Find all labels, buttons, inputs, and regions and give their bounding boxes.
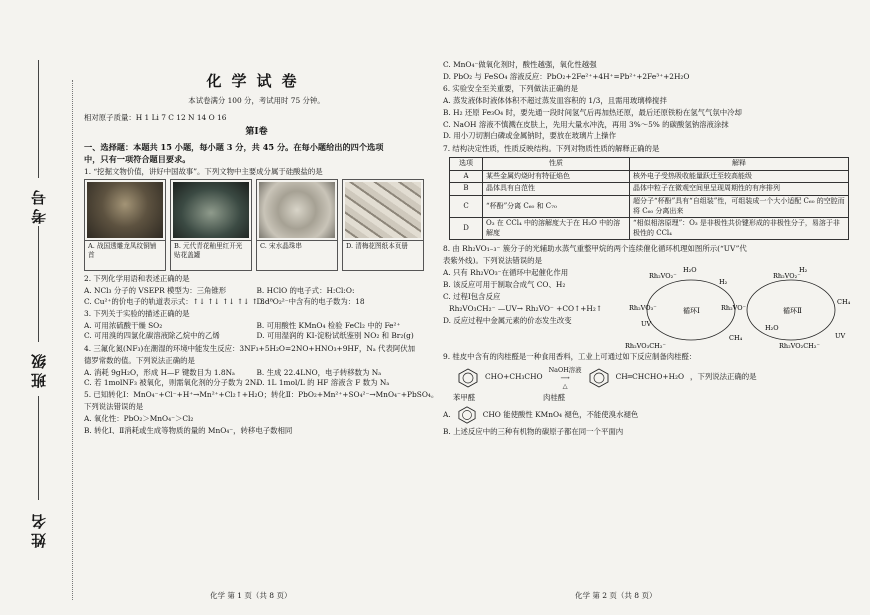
q8-option-a: A. 只有 Rh₂VO₃⁻在循环中起催化作用	[443, 268, 569, 278]
q4-options-1	[84, 368, 429, 378]
q5-option-a: A. 氧化性：PbO₂＞MnO₄⁻＞Cl₂	[84, 414, 194, 424]
q7-row-option: C	[450, 196, 483, 218]
q7-row-explanation: 晶体中粒子在微观空间里呈现周期性的有序排列	[630, 183, 849, 196]
q7-table-header	[450, 158, 849, 171]
q7-row-explanation: 核外电子受热吸收能量跃迁至较高能级	[630, 170, 849, 183]
part-title: 第Ⅰ卷	[245, 127, 268, 138]
q5-option-c: C. MnO₄⁻做氧化剂时，酸性越强，氧化性越强	[443, 60, 597, 69]
q2-option-a: A. NCl₃ 分子的 VSEPR 模型为：三角锥形	[84, 286, 227, 296]
label-h2-1: H₂	[719, 278, 728, 287]
porcelain-jar-photo	[173, 182, 249, 238]
section-heading: 一、选择题：本题共 15 小题，每小题 3 分，共 45 分。在每小题给出的四个选项	[84, 141, 384, 152]
q2-options-2	[84, 297, 429, 307]
species-rh2vo2ch2: Rh₂VO₂CH₂⁻	[779, 342, 820, 351]
table-row	[450, 196, 849, 218]
q1-image-a	[84, 179, 166, 271]
right-content	[443, 60, 861, 439]
q4-stem-2: 德罗常数的值。下列说法正确的是	[84, 355, 195, 365]
exam-intro: 本试卷满分 100 分，考试用时 75 分钟。	[188, 96, 325, 106]
q1-caption-b: B. 元代青花釉里红开光贴花盖罐	[171, 240, 251, 261]
q1-image-b	[170, 179, 252, 271]
exam-title: 化学试卷	[206, 72, 307, 90]
q5-stem-2: 下列说法错误的是	[84, 402, 144, 412]
class-line	[38, 226, 39, 342]
q7-row-option: A	[450, 170, 483, 183]
q1-caption-a: A. 战国透雕龙凤纹铜铺首	[85, 240, 165, 261]
q8-stem-2: 表紫外线)。下列说法错误的是	[443, 256, 542, 266]
q6-option-a: A. 蒸发液体时液体体积不超过蒸发皿容积的 1/3，且需用玻璃棒搅拌	[443, 95, 667, 105]
q7-stem: 7. 结构决定性质，性质反映结构。下列对物质性质的解释正确的是	[443, 143, 660, 153]
plum-blossom-painting-photo	[345, 182, 421, 238]
q9-reactants: CHO+CH₃CHO	[485, 372, 543, 382]
q6-option-b: B. H₂ 还原 Fe₃O₄ 时，要先通一段时间氢气后再加热还原，最后还原铁粉在氢气气氛中冷却	[443, 107, 742, 117]
q3-options-1	[84, 321, 429, 331]
q1-image-d	[342, 179, 424, 271]
q4-options-2	[84, 378, 429, 388]
section-heading-2: 中，只有一项符合题目要求。	[84, 153, 191, 164]
q1-stem: 1. “挖掘文物价值，讲好中国故事”。下列文物中主要成分属于硅酸盐的是	[84, 166, 323, 176]
benzene-ring-icon	[457, 368, 479, 388]
q7-col-explanation: 解释	[630, 158, 849, 171]
species-rh2vo3: Rh₂VO₃⁻	[629, 304, 657, 313]
q9-stem: 9. 桂皮中含有的肉桂醛是一种食用香料，工业上可通过如下反应制备肉桂醛：	[443, 352, 697, 362]
q4-option-a: A. 消耗 9gH₂O，形成 H—F 键数目为 1.8Nₐ	[84, 367, 235, 377]
q7-col-option: 选项	[450, 158, 483, 171]
q2-option-c: C. Cu²⁺的价电子的轨道表示式：↑↓ ↑↓ ↑↓ ↑↓ ↑ 3d	[84, 296, 270, 306]
table-row	[450, 218, 849, 240]
benzene-ring-icon	[457, 406, 477, 424]
q9-tail: ，下列说法正确的是	[690, 372, 757, 382]
q9-products: CH═CHCHO+H₂O	[615, 372, 685, 382]
species-rh2vo3ch2: Rh₂VO₃CH₂⁻	[625, 342, 666, 351]
exam-id-label: 考号	[30, 186, 48, 224]
q7-row-option: B	[450, 183, 483, 196]
q9-name-cinnamaldehyde: 肉桂醛	[543, 392, 566, 402]
q6-stem: 6. 实验安全至关重要，下列做法正确的是	[443, 83, 579, 93]
q7-row-property: “杯酚”分离 C₆₀ 和 C₇₀	[483, 196, 630, 218]
label-h2o-2: H₂O	[765, 324, 779, 333]
q1-caption-c: C. 宋水晶珠串	[257, 240, 337, 252]
student-info-strip	[0, 0, 78, 615]
benzene-ring-icon	[588, 368, 610, 388]
q2-option-d: D. ¹⁸O₂²⁻中含有的电子数为：18	[256, 296, 365, 306]
q4-option-c: C. 若 1molNF₃ 被氧化，则需氧化剂的分子数为 2Nₐ	[84, 378, 260, 387]
crystal-beads-photo	[259, 182, 335, 238]
right-page-footer: 化学 第 2 页（共 8 页）	[575, 591, 657, 600]
q3-option-c: C. 可用溴的四氯化碳溶液除乙烷中的乙烯	[84, 331, 220, 341]
left-page-footer: 化学 第 1 页（共 8 页）	[210, 591, 292, 600]
name-label: 姓名	[30, 510, 48, 548]
q9-name-benzaldehyde: 苯甲醛	[453, 392, 476, 402]
label-ch4-2: CH₄	[837, 298, 851, 307]
q7-row-property: O₃ 在 CCl₄ 中的溶解度大于在 H₂O 中的溶解度	[483, 218, 630, 240]
q4-option-d: D. 1L 1mol/L 的 HF 溶液含 F 数为 Nₐ	[256, 378, 390, 387]
page-right	[435, 0, 870, 615]
arrow-right-icon: ⟶	[560, 373, 570, 382]
q1-images	[84, 179, 429, 271]
q6-option-c: C. NaOH 溶液不慎溅在皮肤上，先用大量水冲洗，再用 3%～5% 的碳酸氢钠溶液涂抹	[443, 119, 729, 129]
q9-option-a	[443, 406, 861, 424]
q7-row-property: 晶体具有自范性	[483, 183, 630, 196]
left-content	[84, 68, 439, 438]
exam-id-line	[38, 60, 39, 178]
q8-stem-1: 8. 由 Rh₂VO₁₋₃⁻ 簇分子的光辅助水蒸气重整甲烷的两个连续催化循环机理如图所示(“UV”代	[443, 244, 747, 254]
q8-option-c-equation: Rh₂VO₃CH₂⁻ —UV→ Rh₂VO⁻ +CO↑+H₂↑	[449, 303, 603, 313]
loop1-label: 循环Ⅰ	[683, 307, 700, 316]
q2-stem: 2. 下列化学用语和表述正确的是	[84, 274, 190, 284]
label-h2o-1: H₂O	[683, 266, 697, 275]
q3-stem: 3. 下列关于实验的描述正确的是	[84, 309, 190, 319]
q9-option-b: B. 上述反应中的三种有机物的碳原子都在同一个平面内	[443, 427, 624, 437]
q7-col-property: 性质	[483, 158, 630, 171]
q8-option-d: D. 反应过程中金属元素的价态发生改变	[443, 315, 572, 325]
q2-options-1	[84, 286, 429, 296]
q9-option-a-text: CHO 能使酸性 KMnO₄ 褪色，不能使溴水褪色	[482, 409, 639, 419]
species-rh2vo2-right: Rh₂VO₂⁻	[773, 272, 801, 281]
label-ch4-1: CH₄	[729, 334, 743, 343]
q9-arrow	[549, 366, 582, 390]
table-row	[450, 183, 849, 196]
q8-block	[443, 268, 861, 352]
table-row	[450, 170, 849, 183]
bronze-door-knocker-photo	[87, 182, 163, 238]
q3-options-2	[84, 331, 429, 341]
q1-caption-d: D. 清梅花图纸本页册	[343, 240, 423, 252]
q1-image-c	[256, 179, 338, 271]
q9-reaction	[457, 366, 861, 390]
q8-options	[443, 268, 613, 328]
atomic-mass: 相对原子质量：H 1 Li 7 C 12 N 14 O 16	[84, 112, 227, 122]
q7-row-option: D	[450, 218, 483, 240]
label-uv-2: UV	[835, 332, 846, 341]
q2-option-b: B. HClO 的电子式：H:Cl:O:	[256, 286, 355, 296]
q9-condition: NaOH溶液	[548, 365, 582, 374]
q9-option-a-label: A.	[443, 409, 451, 419]
q5-stem-1: 5. 已知转化Ⅰ：MnO₄⁻+Cl⁻+H⁺→Mn²⁺+Cl₂↑+H₂O；转化Ⅱ：PbO₂+Mn²⁺+SO₄²⁻→MnO₄⁻+PbSO₄。	[84, 390, 439, 400]
label-uv-1: UV	[641, 320, 652, 329]
species-rh2vo2-left: Rh₂VO₂⁻	[649, 272, 677, 281]
q9-names	[453, 393, 633, 403]
q6-option-d: D. 用小刀切割白磷或金属钠时，要放在玻璃片上操作	[443, 131, 616, 141]
q8-option-c: C. 过程Ⅰ包含反应	[443, 292, 501, 302]
binding-line	[72, 80, 73, 600]
name-line	[38, 396, 39, 500]
species-rh2vo: Rh₂VO⁻	[721, 304, 747, 313]
loop2-label: 循环Ⅱ	[783, 307, 802, 316]
q5-option-d: D. PbO₂ 与 FeSO₄ 溶液反应：PbO₂+2Fe²⁺+4H⁺=Pb²⁺+2Fe³⁺+2H₂O	[443, 71, 690, 81]
q7-row-explanation: 超分子“杯酚”具有“自组装”性，可组装成一个大小适配 C₆₀ 的空腔而将 C₆₀ 分离出来	[630, 196, 849, 218]
q4-stem-1: 4. 三氟化氮(NF₃)在潮湿的环境中能发生反应：3NF₃+5H₂O=2NO+HNO₃+9HF，Nₐ 代表阿伏加	[84, 343, 416, 353]
q3-option-b: B. 可用酸性 KMnO₄ 检验 FeCl₂ 中的 Fe²⁺	[256, 320, 401, 330]
q8-cycle-diagram	[623, 264, 861, 354]
q8-option-b: B. 该反应可用于制取合成气 CO、H₂	[443, 280, 566, 290]
q5-option-b: B. 转化Ⅰ、Ⅱ消耗或生成等物质的量的 MnO₄⁻，转移电子数相同	[84, 426, 293, 436]
delta-icon: △	[562, 381, 568, 390]
q7-table	[449, 157, 849, 240]
q7-row-property: 某些金属灼烧时有特征焰色	[483, 170, 630, 183]
q4-option-b: B. 生成 22.4LNO，电子转移数为 Nₐ	[256, 367, 382, 377]
q3-option-a: A. 可用浓硫酸干燥 SO₂	[84, 320, 163, 330]
q3-option-d: D. 可用湿润的 KI-淀粉试纸鉴别 NO₂ 和 Br₂(g)	[256, 331, 414, 341]
q7-row-explanation: “相似相溶原理”：O₃ 是非极性共价键形成的非极性分子，易溶于非极性的 CCl₄	[630, 218, 849, 240]
class-label: 班级	[30, 350, 48, 388]
label-h2-2: H₂	[799, 266, 808, 275]
